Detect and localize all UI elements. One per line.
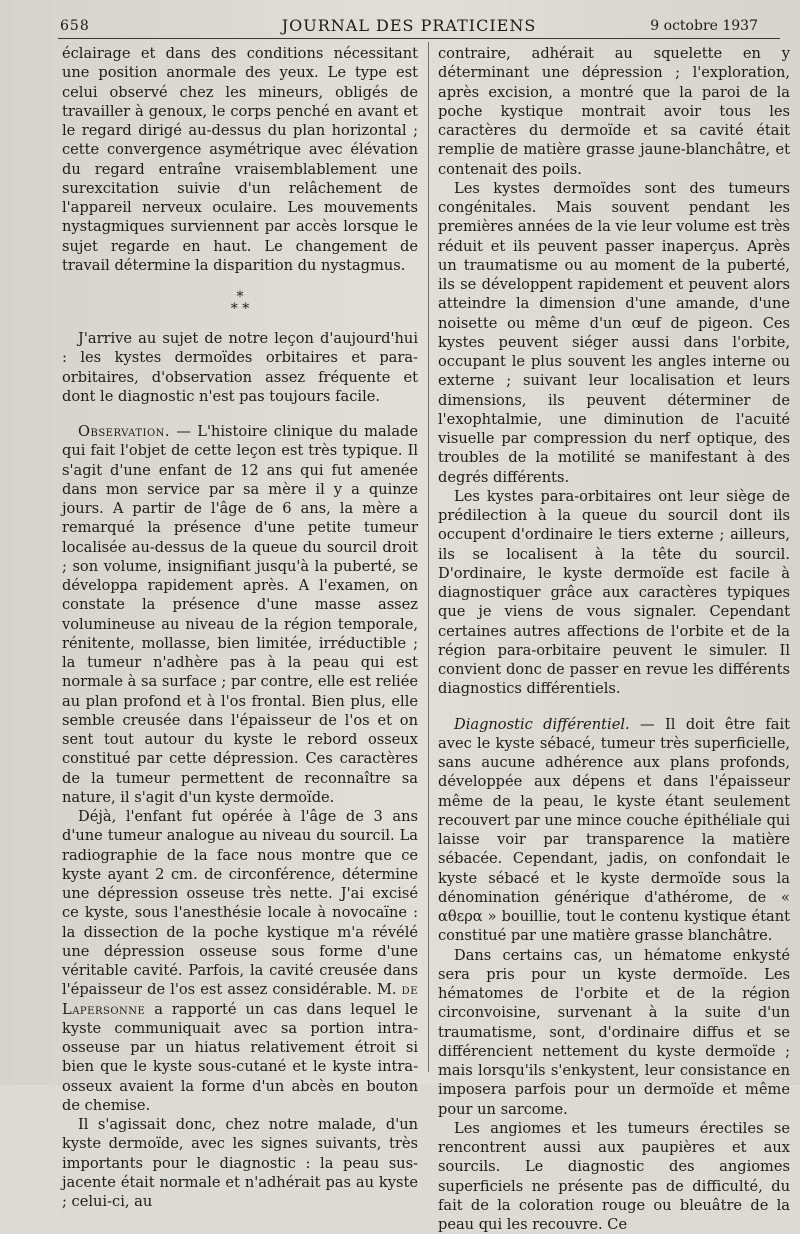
paragraph-lesson-intro: J'arrive au sujet de notre leçon d'aujourd'hui : les kystes dermoïdes orbitaires et para-orbitaires, d'observation assez fréquente et dont le diagnostic n'est pas toujours facile.	[62, 330, 418, 405]
paragraph-para-orbital: Les kystes para-orbitaires ont leur siège de prédilection à la queue du sourcil dont ils occupent d'ordinaire le tiers externe ; ailleurs, ils se localisent à la tête du sourcil. D'ordinaire, le kyste dermoïde est facile à diagnostiquer grâce aux caractères typiques que je viens de vous signaler. Cependant certaines autres affections de l'orbite et de la région para-orbitaire peuvent le simuler. Il convient donc de passer en revue les différents diagnostics différentiels.	[438, 487, 790, 698]
differential-label: Diagnostic différentiel.	[454, 715, 630, 733]
paragraph-congenital: Les kystes dermoïdes sont des tumeurs congénitales. Mais souvent pendant les premières années de la vie leur volume est très réduit et ils peuvent passer inaperçus. Après un traumatisme ou au moment de la puberté, ils se développent rapidement et peuvent alors atteindre la dimension d'une amande, d'une noisette ou même d'un œuf de pigeon. Ces kystes peuvent siéger aussi dans l'orbite, occupant le plus souvent les angles interne ou externe ; suivant leur localisation et leurs dimensions, ils peuvent déterminer de l'exophtalmie, une diminution de l'acuité visuelle par compression du nerf optique, des troubles de la motilité se manifestant à des degrés différents.	[438, 179, 790, 486]
author-name: de Lapersonne	[62, 981, 418, 1018]
paragraph-nystagmus-end: éclairage et dans des conditions nécessitant une position anormale des yeux. Le type est celui observé chez les mineurs, obligés de travailler à genoux, le corps penché en avant et le regard dirigé au-dessus du plan horizontal ; cette convergence asymétrique avec élévation du regard entraîne vraisemblablement une surexcitation suivie d'un relâchement de l'appareil nerveux oculaire. Les mouvements nystagmiques surviennent par accès lorsque le sujet regarde en haut. Le changement de travail détermine la disparition du nystagmus.	[62, 45, 418, 274]
journal-title: JOURNAL DES PRATICIENS	[281, 16, 537, 35]
paragraph-continuation: contraire, adhérait au squelette en y déterminant une dépression ; l'exploration, après excision, a montré que la paroi de la poche kystique montrait avoir tous les caractères du dermoïde et sa cavité était remplie de matière grasse jaune-blanchâtre, et contenait des poils.	[438, 45, 790, 178]
section-asterism: * * *	[230, 289, 250, 317]
left-column	[62, 44, 418, 1211]
paragraph-signs: Il s'agissait donc, chez notre malade, d'un kyste dermoïde, avec les signes suivants, très importants pour le diagnostic : la peau sus-jacente était normale et n'adhérait pas au kyste ; celui-ci, au	[62, 1116, 418, 1210]
observation-label: Observation.	[78, 423, 171, 440]
paragraph-observation	[62, 422, 418, 807]
issue-date: 9 octobre 1937	[650, 18, 758, 34]
page-number: 658	[60, 18, 90, 34]
header-rule	[58, 38, 780, 39]
paragraph-previous-operation: Déjà, l'enfant fut opérée à l'âge de 3 ans d'une tumeur analogue au niveau du sourcil. La radiographie de la face nous montre que ce kyste ayant 2 cm. de circonférence, détermine une dépression osseuse très nette. J'ai excisé ce kyste, sous l'anesthésie locale à novocaïne : la dissection de la poche kystique m'a révélé une dépression osseuse sous forme d'une véritable cavité. Parfois, la cavité creusée dans l'épaisseur de l'os est assez considérable. M. de Lapersonne a rapporté un cas dans lequel le kyste communiquait avec sa portion intra-osseuse par un hiatus relativement étroit si bien que le kyste sous-cutané et le kyste intra-osseux avaient la forme d'un abcès en bouton de chemise.	[62, 808, 418, 1114]
paragraph-hematoma: Dans certains cas, un hématome enkysté sera pris pour un kyste dermoïde. Les hématomes de l'orbite et de la région circonvoisine, survenant à la suite d'un traumatisme, sont, d'ordinaire diffus et se différencient nettement du kyste dermoïde ; mais lorsqu'ils s'enkystent, leur consistance en imposera parfois pour un dermoïde et même pour un sarcome.	[438, 946, 790, 1118]
observation-text: — L'histoire clinique du malade qui fait l'objet de cette leçon est très typique. Il s'agit d'une enfant de 12 ans qui fut amenée dans mon service par sa mère il y a quinze jours. A partir de l'âge de 6 ans, la mère a remarqué la présence d'une petite tumeur localisée au-dessus de la queue du sourcil droit ; son volume, insignifiant jusqu'à la puberté, se développa rapidement après. A l'examen, on constate la présence d'une masse assez volumineuse au niveau de la région temporale, rénitente, mollasse, bien limitée, irréductible ; la tumeur n'adhère pas à la peau qui est normale à sa surface ; par contre, elle est reliée au plan profond et à l'os frontal. Bien plus, elle semble creusée dans l'épaisseur de l'os et on sent tout autour du kyste le rebord osseux constitué par cette dépression. Ces caractères de la tumeur permettent de reconnaître sa nature, il s'agit d'un kyste dermoïde.	[62, 423, 418, 806]
paragraph-angiomas: Les angiomes et les tumeurs érectiles se rencontrent aussi aux paupières et aux sourcils. Le diagnostic des angiomes superficiels ne présente pas de difficulté, du fait de la coloration rouge ou bleuâtre de la peau qui les recouvre. Ce	[438, 1119, 790, 1233]
right-column	[438, 44, 790, 1234]
paragraph-differential: Diagnostic différentiel. — Il doit être fait avec le kyste sébacé, tumeur très superficielle, sans aucune adhérence aux plans profonds, développée aux dépens et dans l'épaisseur même de la peau, le kyste étant seulement recouvert par une mince couche épithéliale qui laisse voir par transparence la matière sébacée. Cependant, jadis, on confondait le kyste sébacé et le kyste dermoïde sous la dénomination générique d'athérome, de « αθερα » bouillie, tout le contenu kystique étant constitué par une matière grasse blanchâtre.	[438, 715, 790, 945]
column-divider	[428, 42, 429, 1072]
running-header	[60, 14, 758, 36]
